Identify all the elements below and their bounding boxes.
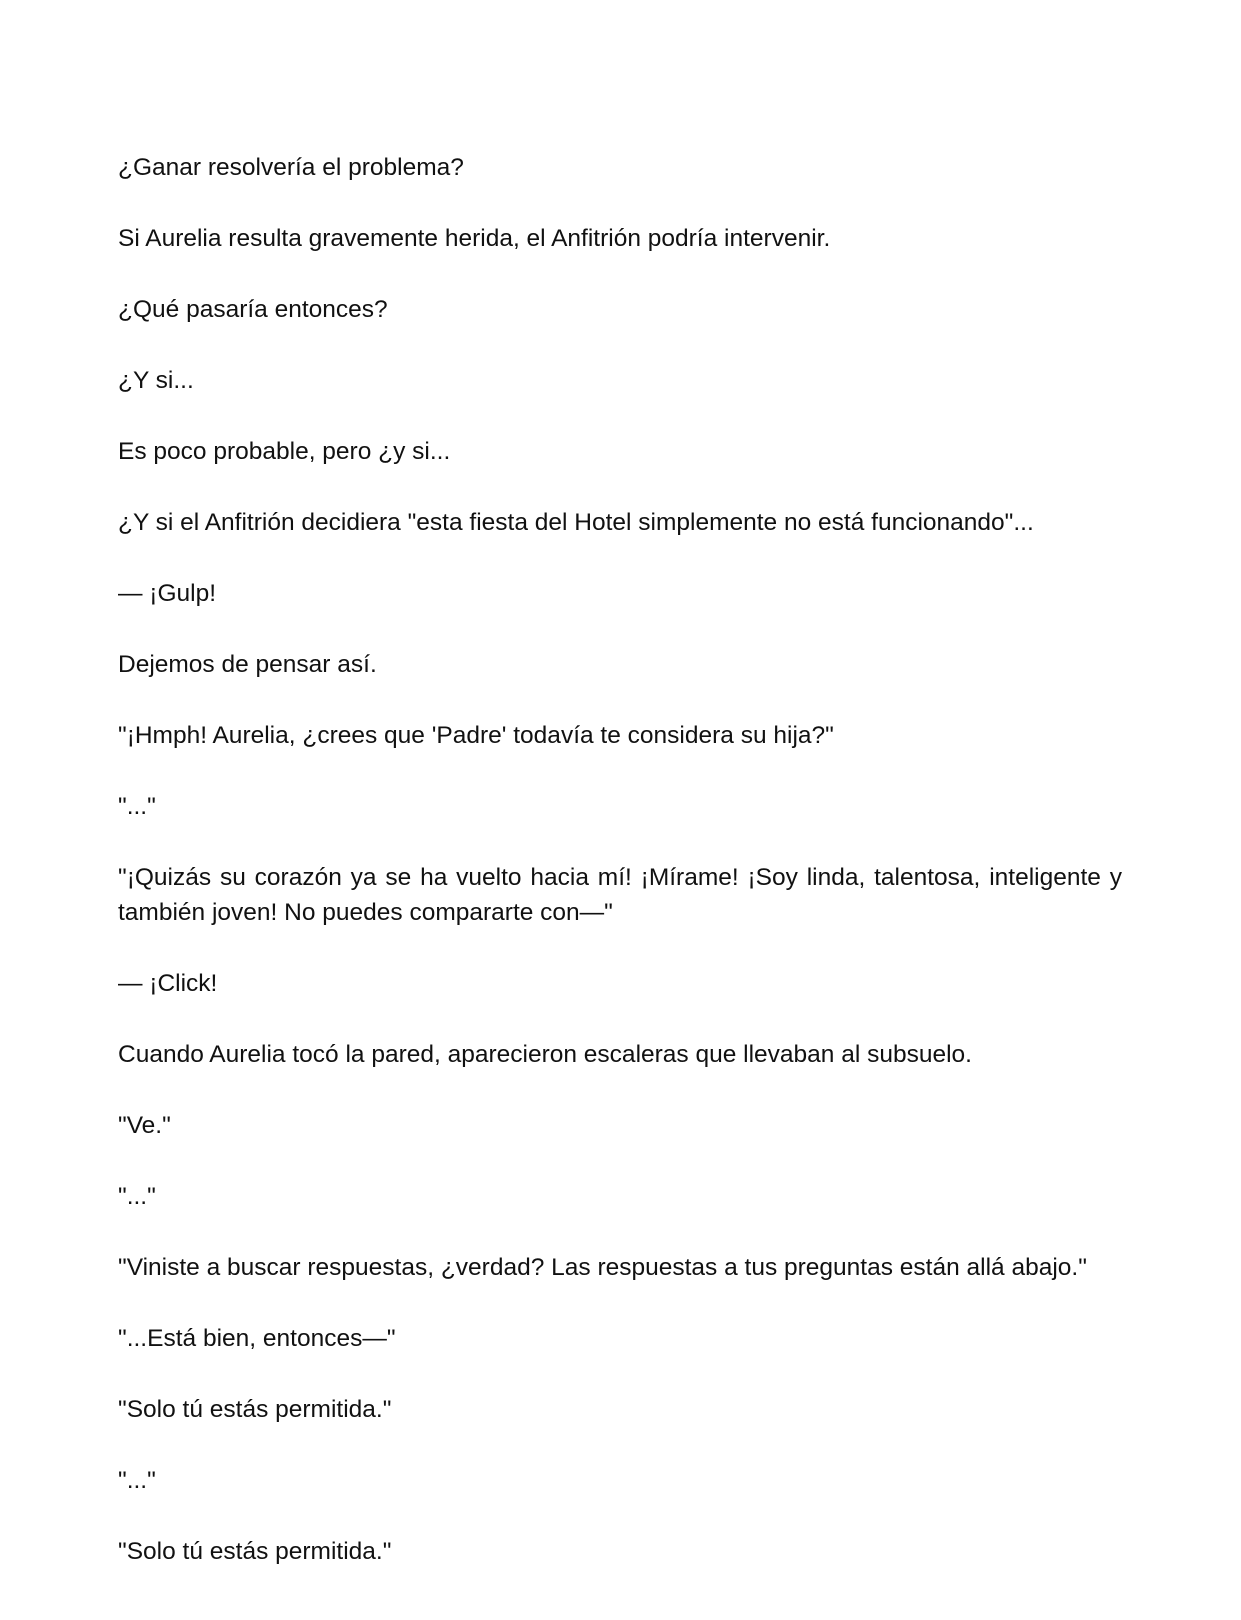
paragraph: ¿Qué pasaría entonces? xyxy=(118,296,388,323)
paragraph: ¿Y si... xyxy=(118,367,194,394)
paragraph: ¿Y si el Anfitrión decidiera "esta fiesta del Hotel simplemente no está funcionando"... xyxy=(118,509,1034,536)
paragraph: — ¡Click! xyxy=(118,970,218,997)
paragraph: "..." xyxy=(118,793,156,820)
paragraph: "Viniste a buscar respuestas, ¿verdad? Las respuestas a tus preguntas están allá abajo." xyxy=(118,1254,1087,1281)
paragraph: Es poco probable, pero ¿y si... xyxy=(118,438,451,465)
paragraph: "¡Hmph! Aurelia, ¿crees que 'Padre' todavía te considera su hija?" xyxy=(118,722,834,749)
paragraph: "Ve." xyxy=(118,1112,171,1139)
paragraph: "..." xyxy=(118,1467,156,1494)
paragraph: "...Está bien, entonces—" xyxy=(118,1325,396,1352)
paragraph: — ¡Gulp! xyxy=(118,580,217,607)
paragraph: Dejemos de pensar así. xyxy=(118,651,377,678)
paragraph: "Solo tú estás permitida." xyxy=(118,1538,392,1565)
paragraph: ¿Ganar resolvería el problema? xyxy=(118,154,464,181)
paragraph: "Solo tú estás permitida." xyxy=(118,1396,392,1423)
paragraph: Si Aurelia resulta gravemente herida, el Anfitrión podría intervenir. xyxy=(118,225,831,252)
document-body xyxy=(118,150,1122,1569)
paragraph: "¡Quizás su corazón ya se ha vuelto hacia mí! ¡Mírame! ¡Soy linda, talentosa, inteligente y también joven! No puedes compararte con—" xyxy=(118,864,1122,926)
paragraph: Cuando Aurelia tocó la pared, aparecieron escaleras que llevaban al subsuelo. xyxy=(118,1041,972,1068)
paragraph: "..." xyxy=(118,1183,156,1210)
